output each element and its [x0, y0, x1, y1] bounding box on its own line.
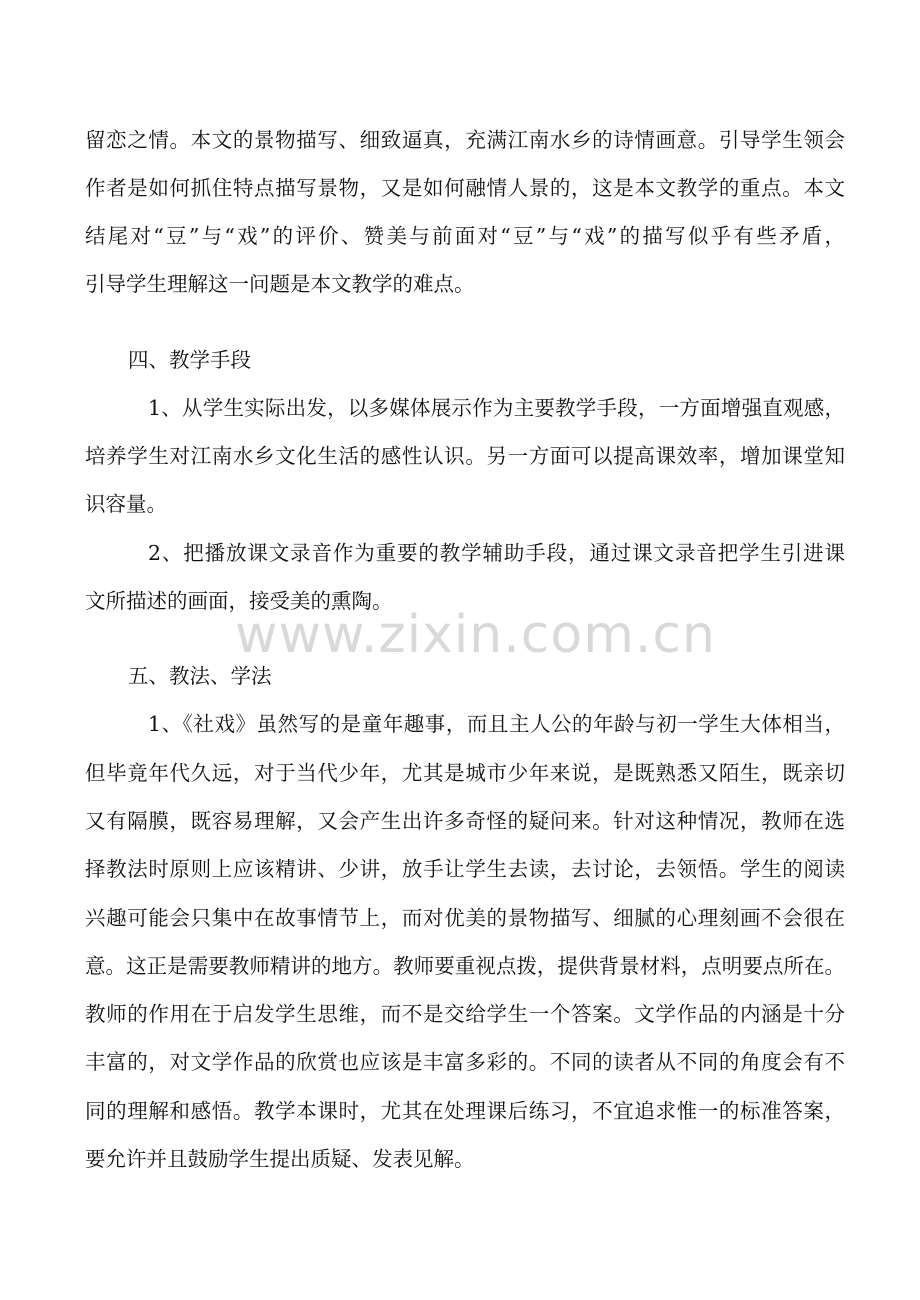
section5-item1-line-2: 但毕竟年代久远，对于当代少年，尤其是城市少年来说，是既熟悉又陌生，既亲切	[85, 761, 845, 785]
section5-item1-line-6: 意。这正是需要教师精讲的地方。教师要重视点拨，提供背景材料，点明要点所在。	[85, 954, 845, 978]
section5-item1-line-5: 兴趣可能会只集中在故事情节上，而对优美的景物描写、细腻的心理刻画不会很在	[85, 906, 845, 930]
intro-line-1: 留恋之情。本文的景物描写、细致逼真，充满江南水乡的诗情画意。引导学生领会	[85, 128, 845, 152]
section5-item1-line-3: 又有隔膜，既容易理解，又会产生出许多奇怪的疑问来。针对这种情况，教师在选	[85, 809, 845, 833]
section4-heading: 四、教学手段	[128, 348, 251, 372]
section4-item1-line-1: 1、从学生实际出发，以多媒体展示作为主要教学手段，一方面增强直观感，	[148, 396, 845, 420]
section5-heading: 五、教法、学法	[128, 664, 272, 688]
section5-item1-line-4: 择教法时原则上应该精讲、少讲，放手让学生去读，去讨论，去领悟。学生的阅读	[85, 857, 845, 881]
section5-item1-line-7: 教师的作用在于启发学生思维，而不是交给学生一个答案。文学作品的内涵是十分	[85, 1002, 845, 1026]
section4-item2-line-1: 2、把播放课文录音作为重要的教学辅助手段，通过课文录音把学生引进课	[148, 541, 845, 565]
section4-item2-line-2: 文所描述的画面，接受美的熏陶。	[85, 589, 393, 613]
intro-line-3: 结尾对“豆”与“戏”的评价、赞美与前面对“豆”与“戏”的描写似乎有些矛盾，	[85, 224, 845, 248]
watermark: www.zixin.com.cn	[235, 605, 716, 665]
section5-item1-line-9: 同的理解和感悟。教学本课时，尤其在处理课后练习，不宜追求惟一的标准答案，	[85, 1099, 845, 1123]
section5-item1-line-10: 要允许并且鼓励学生提出质疑、发表见解。	[85, 1147, 475, 1171]
intro-line-2: 作者是如何抓住特点描写景物，又是如何融情人景的，这是本文教学的重点。本文	[85, 176, 845, 200]
section5-item1-line-8: 丰富的，对文学作品的欣赏也应该是丰富多彩的。不同的读者从不同的角度会有不	[85, 1050, 845, 1074]
section4-item1-line-2: 培养学生对江南水乡文化生活的感性认识。另一方面可以提高课效率，增加课堂知	[85, 444, 845, 468]
section4-item1-line-3: 识容量。	[85, 492, 167, 516]
section5-item1-line-1: 1、《社戏》虽然写的是童年趣事，而且主人公的年龄与初一学生大体相当，	[148, 712, 845, 736]
intro-line-4: 引导学生理解这一问题是本文教学的难点。	[85, 272, 475, 296]
